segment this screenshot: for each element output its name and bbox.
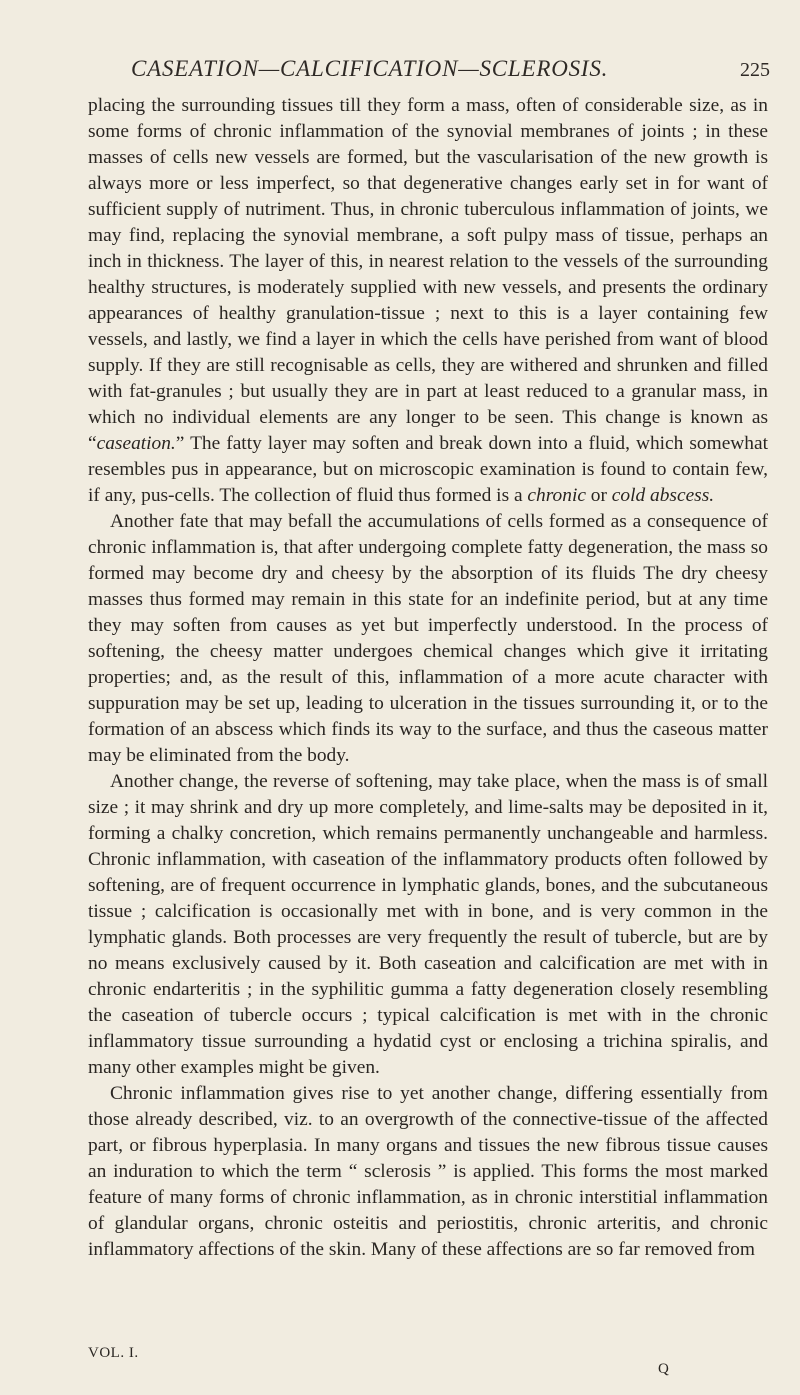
page-number: 225 bbox=[740, 59, 770, 81]
paragraph-text: ” The fatty layer may soften and break down into a fluid, which somewhat resembles pus in appearance, but on microscopic examination is found to contain few, if any, pus-cells. The collection of fluid thus formed is a bbox=[88, 433, 768, 506]
paragraph-text: Another fate that may befall the accumulations of cells formed as a consequence of chronic inflammation is, that after undergoing complete fatty degeneration, the mass so formed may become dry and cheesy by the absorption of its fluids The dry cheesy masses thus formed may remain in this state for an indefinite period, but at any time they may soften from causes as yet but imperfectly understood. In the process of softening, the cheesy matter undergoes chemical changes which give it irritating properties; and, as the result of this, inflammation of a more acute character with suppuration may be set up, leading to ulceration in the tissues surrounding it, or to the formation of an abscess which finds its way to the surface, and thus the caseous matter may be eliminated from the body. bbox=[88, 511, 768, 766]
paragraph-text: Chronic inflammation gives rise to yet another change, differing essentially from those already described, viz. to an overgrowth of the connective-tissue of the affected part, or fibrous hyperplasia. In many organs and tissues the new fibrous tissue causes an induration to which the term “ sclerosis ” is applied. This forms the most marked feature of many forms of chronic inflammation, as in chronic interstitial inflammation of glandular organs, chronic osteitis and periostitis, chronic arteritis, and chronic inflammatory affections of the skin. Many of these affections are so far removed from bbox=[88, 1083, 768, 1260]
paragraph bbox=[88, 509, 768, 769]
paragraph bbox=[88, 93, 768, 509]
page-header bbox=[0, 56, 800, 86]
paragraph bbox=[88, 769, 768, 1081]
page-footer bbox=[88, 1345, 768, 1385]
italic-term: cold abscess. bbox=[611, 485, 715, 506]
volume-marker: VOL. I. bbox=[88, 1345, 139, 1361]
italic-term: chronic bbox=[527, 485, 586, 506]
signature-mark: Q bbox=[658, 1361, 669, 1377]
running-title: CASEATION—CALCIFICATION—SCLEROSIS. bbox=[131, 56, 609, 81]
italic-term: caseation. bbox=[96, 433, 176, 454]
paragraph bbox=[88, 1081, 768, 1263]
paragraph-text: or bbox=[585, 485, 612, 506]
paragraph-text: placing the surrounding tissues till they form a mass, often of considerable size, as in some forms of chronic inflammation of the synovial membranes of joints ; in these masses of cells new vessels are formed, but the vascularisation of the new growth is always more or less imperfect, so that degenerative changes early set in for want of sufficient supply of nutriment. Thus, in chronic tuberculous inflammation of joints, we may find, replacing the synovial membrane, a soft pulpy mass of tissue, perhaps an inch in thickness. The layer of this, in nearest relation to the vessels of the surrounding healthy structures, is moderately supplied with new vessels, and presents the ordinary appearances of healthy granulation-tissue ; next to this is a layer containing few vessels, and lastly, we find a layer in which the cells have perished from want of blood supply. If they are still recognisable as cells, they are withered and shrunken and filled with fat-granules ; but usually they are in part at least reduced to a granular mass, in which no individual elements are any longer to be seen. This change is known as “ bbox=[88, 95, 768, 454]
paragraph-text: Another change, the reverse of softening, may take place, when the mass is of small size ; it may shrink and dry up more completely, and lime-salts may be deposited in it, forming a chalky concretion, which remains permanently unchangeable and harmless. Chronic inflammation, with caseation of the inflammatory products often followed by softening, are of frequent occurrence in lymphatic glands, bones, and the subcutaneous tissue ; calcification is occasionally met with in bone, and is very common in the lymphatic glands. Both processes are very frequently the result of tubercle, but are by no means exclusively caused by it. Both caseation and calcification are met with in chronic endarteritis ; in the syphilitic gumma a fatty degeneration closely resembling the caseation of tubercle occurs ; typical calcification is met with in the chronic inflammatory tissue surrounding a hydatid cyst or enclosing a trichina spiralis, and many other examples might be given. bbox=[88, 771, 768, 1078]
body-text bbox=[88, 93, 768, 1263]
